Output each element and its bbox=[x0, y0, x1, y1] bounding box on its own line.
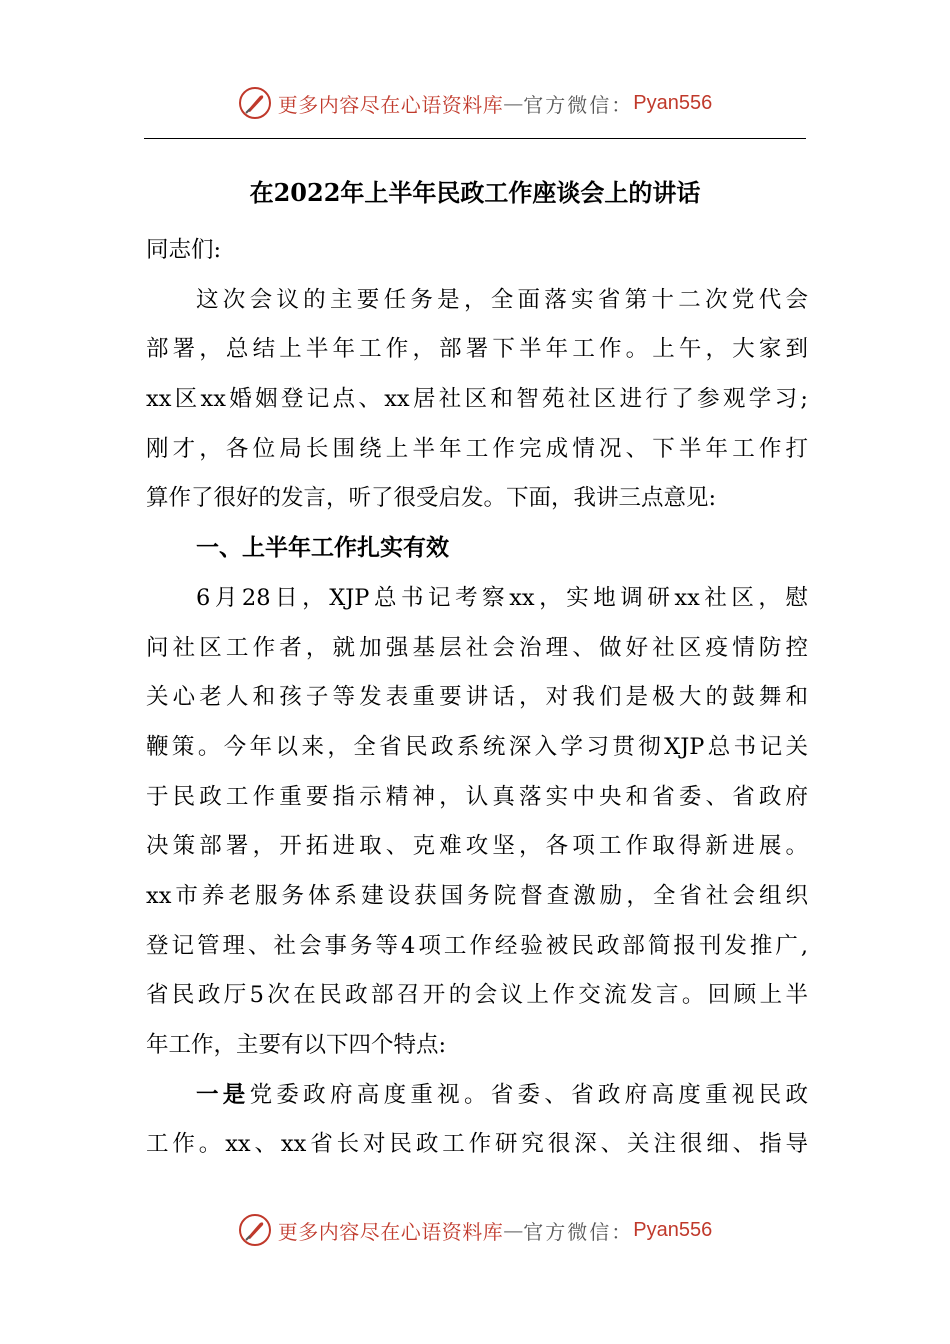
paragraph-line: xx市养老服务体系建设获国务院督查激励，全省社会组织 bbox=[146, 882, 808, 909]
quill-logo-icon bbox=[238, 86, 272, 120]
paragraph-line: 省民政厅5次在民政部召开的会议上作交流发言。回顾上半 bbox=[146, 982, 808, 1009]
document-body bbox=[146, 226, 808, 1170]
wechat-label: 官方微信： bbox=[523, 1219, 634, 1244]
paragraph-line: 工作。xx、xx省长对民政工作研究很深、关注很细、指导 bbox=[146, 1131, 808, 1158]
paragraph-line: 刚才，各位局长围绕上半年工作完成情况、下半年工作打 bbox=[146, 435, 808, 462]
wechat-id: Pyan556 bbox=[633, 1218, 713, 1241]
section-heading: 一、上半年工作扎实有效 bbox=[196, 535, 449, 562]
watermark-separator: — bbox=[503, 1218, 524, 1242]
wechat-id: Pyan556 bbox=[633, 91, 713, 114]
paragraph-line: 决策部署，开拓进取、克难攻坚，各项工作取得新进展。 bbox=[146, 833, 808, 860]
point-text: 党委政府高度重视。省委、省政府高度重视民政 bbox=[249, 1081, 808, 1108]
paragraph-line: 关心老人和孩子等发表重要讲话，对我们是极大的鼓舞和 bbox=[146, 684, 808, 711]
paragraph-line: 鞭策。今年以来，全省民政系统深入学习贯彻XJP总书记关 bbox=[146, 733, 808, 760]
paragraph-line-point-one bbox=[146, 1071, 808, 1121]
paragraph-line: xx区xx婚姻登记点、xx居社区和智苑社区进行了参观学习; bbox=[146, 386, 808, 413]
paragraph-line: 登记管理、社会事务等4项工作经验被民政部简报刊发推广, bbox=[146, 932, 808, 959]
header-rule bbox=[144, 138, 806, 139]
paragraph-line: 问社区工作者，就加强基层社会治理、做好社区疫情防控 bbox=[146, 634, 808, 661]
point-lead: 一是 bbox=[196, 1081, 250, 1108]
quill-logo-icon bbox=[238, 1213, 272, 1247]
salutation: 同志们: bbox=[146, 237, 222, 263]
paragraph-line: 部署，总结上半年工作，部署下半年工作。上午，大家到 bbox=[146, 336, 808, 363]
document-title: 在2022年上半年民政工作座谈会上的讲话 bbox=[249, 178, 701, 207]
watermark-banner-top bbox=[0, 83, 950, 123]
watermark-separator: — bbox=[503, 91, 524, 115]
wechat-label: 官方微信： bbox=[523, 92, 634, 117]
paragraph-line: 于民政工作重要指示精神，认真落实中央和省委、省政府 bbox=[146, 783, 808, 810]
paragraph-line: 年工作，主要有以下四个特点: bbox=[146, 1032, 447, 1058]
watermark-banner-bottom bbox=[0, 1210, 950, 1250]
paragraph-line: 6月28日，XJP总书记考察xx，实地调研xx社区，慰 bbox=[196, 584, 808, 611]
paragraph-line: 算作了很好的发言，听了很受启发。下面，我讲三点意见: bbox=[146, 485, 717, 512]
watermark-slogan: 更多内容尽在心语资料库 bbox=[277, 92, 504, 117]
paragraph-line: 这次会议的主要任务是，全面落实省第十二次党代会 bbox=[196, 286, 808, 313]
watermark-slogan: 更多内容尽在心语资料库 bbox=[277, 1219, 504, 1244]
